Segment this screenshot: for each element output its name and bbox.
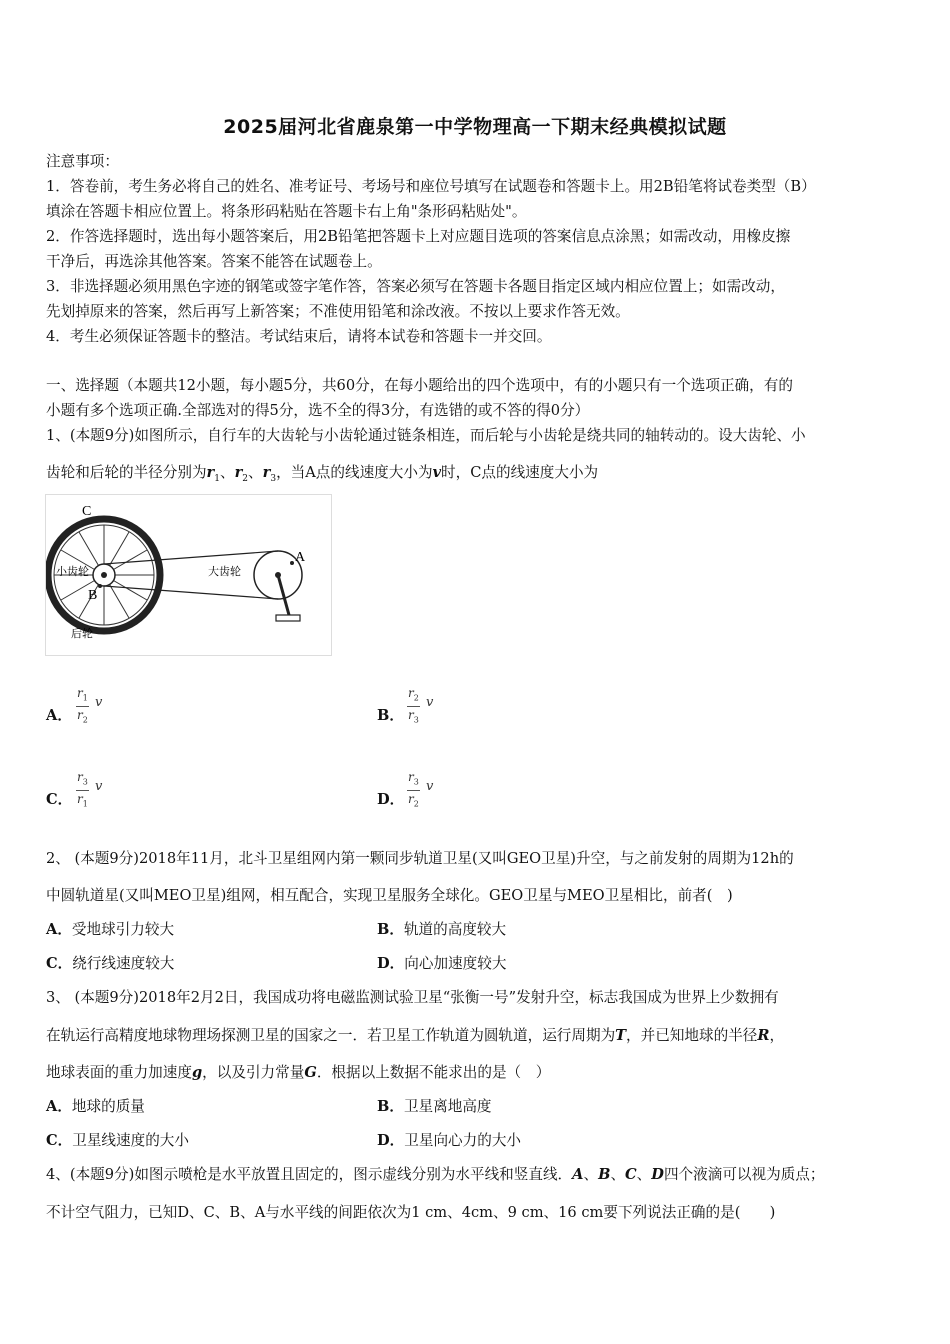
chain-top — [104, 551, 278, 564]
q3-stem-line3: 地球表面的重力加速度g，以及引力常量G．根据以上数据不能求出的是（ ） — [46, 1064, 551, 1081]
q1-stem-line2: 齿轮和后轮的半径分别为$r_1$、$r_2$、$r_3$，当A点的线速度大小为v时，C点的线速度大小为 — [46, 464, 599, 484]
section-heading-cont: 小题有多个选项正确.全部选对的得5分，选不全的得3分，有选错的或不答的得0分） — [46, 402, 590, 419]
q2-option-a[interactable]: A．受地球引力较大 — [46, 921, 175, 938]
pedal — [276, 615, 300, 621]
page-title: 2025届河北省鹿泉第一中学物理高一下期末经典模拟试题 — [223, 116, 727, 138]
point-a-marker — [290, 561, 294, 565]
label-b: B — [88, 588, 98, 603]
q1-option-c-fraction: $\frac{r_3}{r_1}$ — [77, 770, 88, 809]
notice-line: 填涂在答题卡相应位置上。将条形码粘贴在答题卡右上角"条形码粘贴处"。 — [46, 203, 527, 220]
q3-stem-line2: 在轨运行高精度地球物理场探测卫星的国家之一．若卫星工作轨道为圆轨道，运行周期为T，并已知地球的半径R， — [46, 1027, 785, 1044]
notice-line: 先划掉原来的答案，然后再写上新答案；不准使用铅笔和涂改液。不按以上要求作答无效。 — [46, 303, 630, 320]
q1-option-b-v: v — [426, 695, 434, 710]
q2-option-c[interactable]: C．绕行线速度较大 — [46, 955, 175, 972]
label-big-gear: 大齿轮 — [208, 565, 241, 578]
q3-stem-line1: 3、 (本题9分)2018年2月2日，我国成功将电磁监测试验卫星“张衡一号”发射升空，标志我国成为世界上少数拥有 — [46, 989, 779, 1006]
q3-option-b[interactable]: B．卫星离地高度 — [377, 1098, 492, 1115]
notice-line: 1．答卷前，考生务必将自己的姓名、准考证号、考场号和座位号填写在试题卷和答题卡上。用2B铅笔将试卷类型（B） — [46, 178, 816, 195]
q1-option-a-v: v — [95, 695, 103, 710]
q1-option-b-fraction: $\frac{r_2}{r_3}$ — [408, 686, 419, 725]
q1-option-d[interactable]: D． — [377, 791, 405, 808]
notice-line: 2．作答选择题时，选出每小题答案后，用2B铅笔把答题卡上对应题目选项的答案信息点涂黑；如需改动，用橡皮擦 — [46, 228, 791, 245]
notice-line: 干净后，再选涂其他答案。答案不能答在试题卷上。 — [46, 253, 382, 270]
label-c: C — [82, 504, 92, 519]
q3-option-a[interactable]: A．地球的质量 — [46, 1098, 145, 1115]
q2-stem-line2: 中圆轨道星(又叫MEO卫星)组网，相互配合，实现卫星服务全球化。GEO卫星与MEO卫星相比，前者( ) — [46, 887, 733, 904]
chain-bottom — [104, 586, 278, 599]
small-gear-axle — [101, 572, 107, 578]
label-a: A — [295, 550, 306, 565]
q2-stem-line1: 2、 (本题9分)2018年11月，北斗卫星组网内第一颗同步轨道卫星(又叫GEO卫星)升空，与之前发射的周期为12h的 — [46, 850, 794, 867]
q2-option-b[interactable]: B．轨道的高度较大 — [377, 921, 507, 938]
point-b-marker — [98, 584, 102, 588]
notice-line: 3．非选择题必须用黑色字迹的钢笔或签字笔作答，答案必须写在答题卡各题目指定区域内相应位置上；如需改动， — [46, 278, 785, 295]
q1-option-c[interactable]: C． — [46, 791, 73, 808]
q1-option-d-v: v — [426, 779, 434, 794]
q1-option-d-fraction: $\frac{r_3}{r_2}$ — [408, 770, 419, 809]
section-heading: 一、选择题（本题共12小题，每小题5分，共60分，在每小题给出的四个选项中，有的小题只有一个选项正确，有的 — [46, 377, 793, 394]
q1-option-c-v: v — [95, 779, 103, 794]
q1-stem-line1: 1、(本题9分)如图所示，自行车的大齿轮与小齿轮通过链条相连，而后轮与小齿轮是绕共同的轴转动的。设大齿轮、小 — [46, 427, 806, 444]
q3-option-c[interactable]: C．卫星线速度的大小 — [46, 1132, 189, 1149]
label-small-gear: 小齿轮 — [56, 565, 89, 578]
point-c-marker — [83, 521, 87, 525]
q1-option-b[interactable]: B． — [377, 707, 404, 724]
bicycle-gear-diagram — [46, 495, 331, 655]
notice-line: 4．考生必须保证答题卡的整洁。考试结束后，请将本试卷和答题卡一并交回。 — [46, 328, 552, 345]
bicycle-gear-figure — [45, 494, 332, 656]
notice-heading: 注意事项： — [46, 153, 119, 170]
q1-option-a[interactable]: A． — [46, 707, 72, 724]
q2-option-d[interactable]: D．向心加速度较大 — [377, 955, 507, 972]
q3-option-d[interactable]: D．卫星向心力的大小 — [377, 1132, 522, 1149]
q1-option-a-fraction: $\frac{r_1}{r_2}$ — [77, 686, 88, 725]
q4-stem-line2: 不计空气阻力，已知D、C、B、A与水平线的间距依次为1 cm、4cm、9 cm、16 cm要下列说法正确的是( ) — [46, 1204, 776, 1221]
label-rear-wheel: 后轮 — [71, 627, 93, 640]
q4-stem-line1: 4、(本题9分)如图示喷枪是水平放置且固定的，图示虚线分别为水平线和竖直线．A、B、C、D四个液滴可以视为质点； — [46, 1166, 825, 1183]
